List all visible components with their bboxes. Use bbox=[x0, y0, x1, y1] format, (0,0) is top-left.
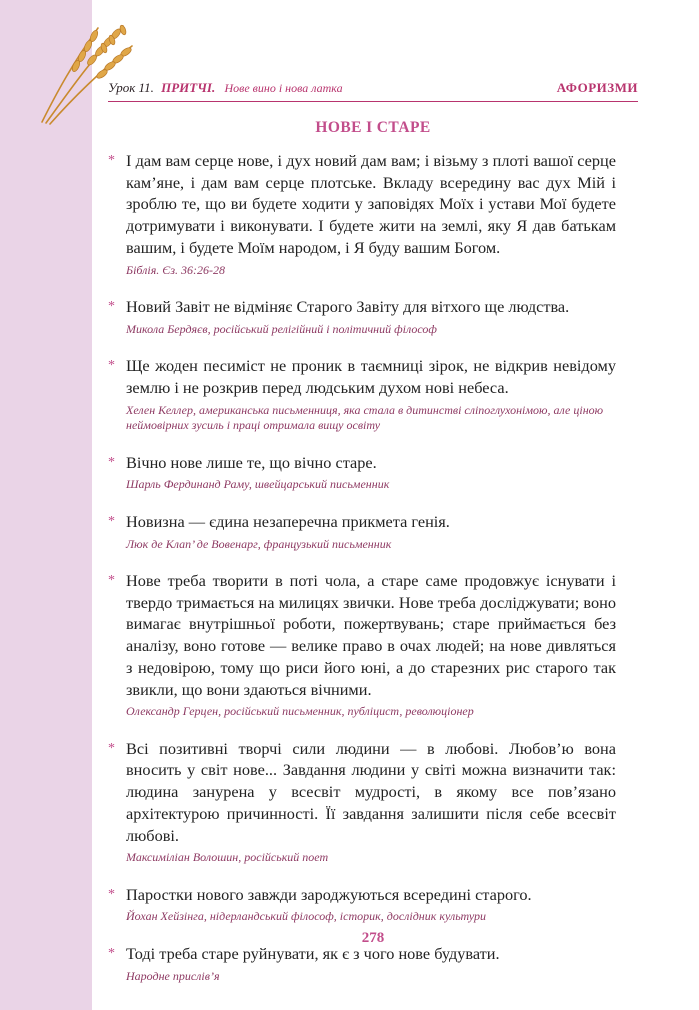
lesson-number: Урок 11. bbox=[108, 80, 154, 95]
quote-text: Новий Завіт не відміняє Старого Завіту для вітхого ще людства. bbox=[126, 297, 570, 317]
quote-text: Вічно нове лише те, що вічно старе. bbox=[126, 452, 377, 472]
quote-author: Олександр Герцен, російський письменник, публіцист, революціонер bbox=[126, 704, 474, 719]
section-label: АФОРИЗМИ bbox=[556, 80, 638, 95]
quote-list bbox=[108, 150, 616, 984]
page-margin-band bbox=[0, 0, 92, 1010]
quote-item bbox=[108, 355, 616, 433]
quote-item bbox=[108, 150, 616, 278]
bullet-icon: * bbox=[108, 454, 115, 470]
quote-author: Йохан Хейзінга, нідерландський філософ, історик, дослідник культури bbox=[126, 909, 487, 924]
quote-text: Всі позитивні творчі сили людини — в любові. Любов’ю вона вносить у світ нове... Завдання людини у світі можна визначити так: людина занурена у всесвіт мудрості, в якому все пов’язано архітектурою причинності. Її завдання залишити після себе всесвіт любові. bbox=[126, 738, 616, 845]
quote-author: Люк де Клап’ де Вовенарг, французький письменник bbox=[126, 536, 392, 551]
quote-author: Біблія. Єз. 36:26-28 bbox=[126, 262, 225, 277]
quote-text: Нове треба творити в поті чола, а старе саме продовжує існувати і твердо тримається на милицях звички. Нове треба досліджувати; воно вимагає внутрішньої роботи, пожертвувань; старе приймається без аналізу, воно готове — велике право в очах людей; на нове дивляться з недовірою, тому що риси його юні, а до старезних рис старого так звикли, що вони здаються вічними. bbox=[126, 571, 616, 699]
quote-item bbox=[108, 738, 616, 866]
quote-author: Максиміліан Волошин, російський поет bbox=[126, 850, 329, 865]
quote-text: Новизна — єдина незаперечна прикмета генія. bbox=[126, 511, 450, 531]
wheat-ears-icon bbox=[28, 18, 138, 128]
bullet-icon: * bbox=[108, 513, 115, 529]
page-number: 278 bbox=[361, 930, 385, 946]
quote-author: Хелен Келлер, американська письменниця, яка стала в дитинстві сліпоглухонімою, але ціною неймовірних зусиль і праці отримала вищу освіту bbox=[126, 402, 604, 433]
bullet-icon: * bbox=[108, 740, 115, 756]
quote-item bbox=[108, 452, 616, 493]
quote-text: Тоді треба старе руйнувати, як є з чого нове будувати. bbox=[126, 943, 500, 963]
bullet-icon: * bbox=[108, 886, 115, 902]
page-title: НОВЕ І СТАРЕ bbox=[315, 119, 431, 136]
quote-author: Народне прислів’я bbox=[126, 968, 220, 983]
quote-text: Паростки нового завжди зароджуються всередині старого. bbox=[126, 884, 532, 904]
bullet-icon: * bbox=[108, 153, 115, 168]
bullet-icon: * bbox=[108, 299, 115, 315]
bullet-icon: * bbox=[108, 358, 115, 374]
bullet-icon: * bbox=[108, 573, 115, 589]
quote-text: Ще жоден песиміст не проник в таємниці зірок, не відкрив невідому землю і не розкрив перед людським духом нові небеса. bbox=[126, 356, 616, 397]
lesson-subtitle: Нове вино і нова латка bbox=[224, 81, 343, 95]
running-header bbox=[108, 80, 638, 100]
quote-item bbox=[108, 943, 616, 984]
quote-author: Шарль Фердинанд Раму, швейцарський письменник bbox=[126, 477, 390, 492]
bullet-icon: * bbox=[108, 945, 115, 961]
header-divider bbox=[108, 101, 638, 102]
quote-author: Микола Бердяєв, російський релігійний і політичний філософ bbox=[126, 321, 437, 336]
quote-item bbox=[108, 884, 616, 925]
quote-item bbox=[108, 570, 616, 720]
quote-text: І дам вам серце нове, і дух новий дам вам; і візьму з плоті вашої серце кам’яне, і дам вам серце плотське. Вкладу всередину вас дух Мій і зроблю те, що ви будете ходити у заповідях Моїх і устави Мої будете дотримувати і виконувати. І будете жити на землі, яку Я дав батькам вашим, і будете Моїм народом, і Я буду вашим Богом. bbox=[126, 151, 616, 257]
lesson-topic: ПРИТЧІ. bbox=[161, 80, 216, 95]
quote-item bbox=[108, 511, 616, 552]
quote-item bbox=[108, 296, 616, 337]
